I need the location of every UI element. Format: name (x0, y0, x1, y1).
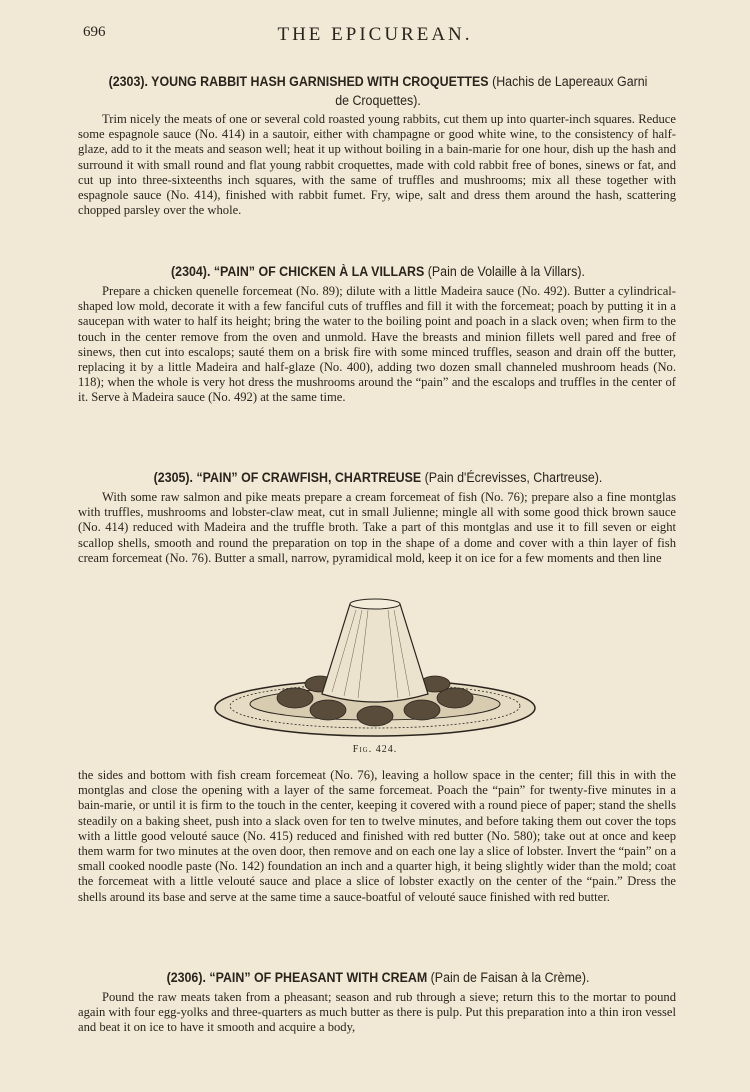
recipe-paragraph: Prepare a chicken quenelle forcemeat (No. 89); dilute with a little Madeira sauce (No. 492). Butter a cylindrical-shaped low mold, decorate it with a few fanciful cuts of truffles and fill it with the forcemeat; poach by putting it in a saucepan with water to half its height; bring the water to the boiling point and poach in a slack oven; when firm to the touch in the center remove from the oven and unmold. Have the breasts and minion fillets well pared and free of sinews, then cut into escalops; sauté them on a brisk fire with some minced truffles, season and drain off the butter, replacing it by a little Madeira and half-glaze (No. 400), adding two dozen small channeled mushroom heads (No. 118); when the whole is very hot dress the mushrooms around the “pain” and the escalops and truffles in the center of it. Serve à Madeira sauce (No. 492) at the same time. (78, 284, 676, 405)
recipe-title-text: (2303). YOUNG RABBIT HASH GARNISHED WITH CROQUETTES (108, 74, 489, 89)
figure-pain-crawfish-illustration (210, 598, 540, 738)
recipe-title-text: (2305). “PAIN” OF CRAWFISH, CHARTREUSE (153, 470, 422, 485)
recipe-title-2304 (102, 262, 654, 281)
running-title: THE EPICUREAN. (277, 24, 473, 45)
figure-caption: Fig. 424. (352, 744, 398, 755)
recipe-paragraph: the sides and bottom with fish cream forcemeat (No. 76), leaving a hollow space in the center; fill this in with the montglas and close the opening with a layer of the same forcemeat. Poach the “pain” for twenty-five minutes in a bain-marie, or until it is firm to the touch in the center, keeping it covered with a round piece of paper; stand the shells steadily on a baking sheet, push into a slack oven for ten to twelve minutes, and before taking them out cover the tops with a little good velouté sauce (No. 415) reduced and finished with red butter (No. 580); take out at once and keep them warm for two minutes at the oven door, then remove and on each one lay a slice of lobster. Invert the “pain” on a small cooked noodle paste (No. 142) foundation an inch and a quarter high, it being slightly wider than the mold; coat the forcemeat with a little velouté sauce and place a slice of lobster exactly on the center of the “pain.” Dress the shells around its base and serve at the same time a sauce-boatful of velouté sauce finished with red butter. (78, 768, 676, 904)
page-number: 696 (83, 24, 106, 40)
recipe-title-2306 (102, 968, 654, 987)
recipe-paragraph: Pound the raw meats taken from a pheasant; season and rub through a sieve; return this to the mortar to pound again with four egg-yolks and three-quarters as much butter as there is pulp. Put this preparation into a thin iron vessel and beat it on ice to have it smooth and acquire a body, (78, 990, 676, 1035)
recipe-title-text: (2304). “PAIN” OF CHICKEN À LA VILLARS (171, 264, 425, 279)
recipe-title-2305 (102, 468, 654, 487)
recipe-title-2303 (102, 72, 654, 110)
recipe-paragraph: With some raw salmon and pike meats prepare a cream forcemeat of fish (No. 76); prepare also a fine montglas with truffles, mushrooms and lobster-claw meat, cut in small Julienne; mingle all with some good thick brown sauce (No. 414) reduced with Madeira and the truffle broth. Take a part of this montglas and use it to fill seven or eight scallop shells, smooth and round the preparation on top in the shape of a dome and cover with a thin layer of fish cream forcemeat (No. 76). Butter a small, narrow, pyramidical mold, keep it on ice for a few moments and then line (78, 490, 676, 565)
recipe-subtitle: (Pain de Volaille à la Villars). (427, 264, 585, 279)
recipe-subtitle: (Pain d'Écrevisses, Chartreuse). (424, 470, 603, 485)
recipe-subtitle: (Pain de Faisan à la Crème). (430, 970, 590, 985)
recipe-title-text: (2306). “PAIN” OF PHEASANT WITH CREAM (166, 970, 428, 985)
recipe-paragraph: Trim nicely the meats of one or several cold roasted young rabbits, cut them up into quarter-inch squares. Reduce some espagnole sauce (No. 414) in a sautoir, either with champagne or good white wine, to the consistency of half-glaze, add to it the meats and season well; heat it up without boiling in a bain-marie for one hour, dish up the hash and surround it with small round and flat young rabbit croquettes, made with cold rabbit free of bones, sinews or fat, and cut up into three-sixteenths inch squares, with the same of truffles and mushrooms; mix all these together with espagnole sauce (No. 414), finished with rabbit fumet. Fry, wipe, salt and dress them around the hash, scattering chopped parsley over the whole. (78, 112, 676, 218)
recipe-subtitle: (Hachis de Lapereaux Garni de Croquettes). (335, 74, 648, 108)
